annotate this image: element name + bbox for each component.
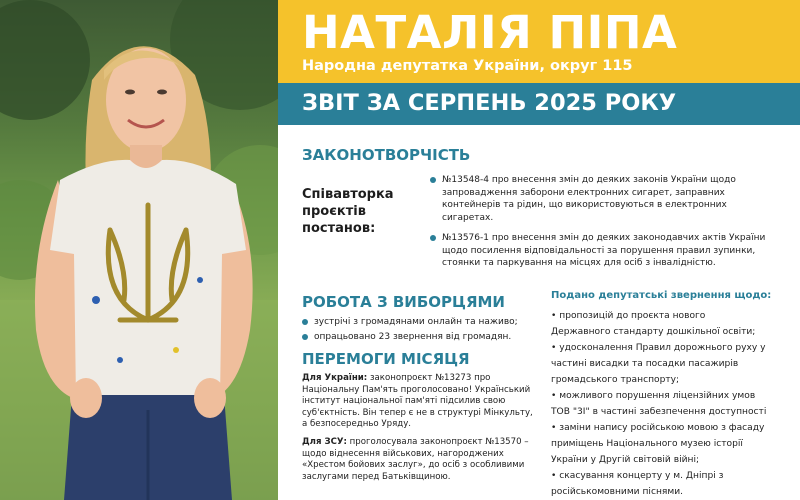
list-item-text: опрацьовано 23 звернення від громадян. xyxy=(314,331,512,342)
legislation-list xyxy=(430,174,780,278)
voters-title: РОБОТА З ВИБОРЦЯМИ xyxy=(302,293,505,311)
portrait-photo xyxy=(0,0,278,500)
appeals-line: громадського транспорту; xyxy=(551,375,680,385)
report-title-bar xyxy=(278,83,800,125)
list-item xyxy=(430,174,780,224)
appeals-line: • пропозицій до проєкта нового xyxy=(551,311,706,321)
coauthor-label: Співавторка проєктів постанов: xyxy=(302,187,394,236)
bullet-dot-icon xyxy=(302,334,308,340)
appeals-line: • можливого порушення ліцензійних умов xyxy=(551,391,756,401)
deputy-subtitle: Народна депутатка України, округ 115 xyxy=(302,58,633,74)
list-item-text: №13548-4 про внесення змін до деяких законів України щодо запровадження заборони електронних сигарет, заправних контейнерів та рідин, що використовуються в електронних сигаретах. xyxy=(442,175,736,223)
win-zsu-label: Для ЗСУ: xyxy=(302,437,347,447)
appeals-line: російськомовними піснями. xyxy=(551,487,684,497)
wins-title: ПЕРЕМОГИ МІСЯЦЯ xyxy=(302,350,470,368)
appeals-line: ТОВ "3І" в частині забезпечення доступності xyxy=(551,407,767,417)
win-zsu xyxy=(302,437,534,483)
deputy-name: НАТАЛІЯ ПІПА xyxy=(302,6,678,59)
header-banner xyxy=(278,0,800,83)
list-item xyxy=(302,331,542,344)
list-item-text: №13576-1 про внесення змін до деяких законодавчих актів України щодо посилення відповідальності за порушення правил зупинки, стоянки та паркування на місцях для осіб з інвалідністю. xyxy=(442,233,766,268)
portrait-illustration xyxy=(0,0,278,500)
appeals-line: частині висадки та посадки пасажирів xyxy=(551,359,739,369)
appeals-line: приміщень Національного музею історії xyxy=(551,439,743,449)
win-zsu-text: проголосувала законопроєкт №13570 – щодо віднесення військових, нагороджених «Хрестом бойових заслуг», до осіб з особливими заслугами перед Батьківщиною. xyxy=(302,437,529,482)
win-ukraine xyxy=(302,373,534,431)
appeals-line: Державного стандарту дошкільної освіти; xyxy=(551,327,756,337)
appeals-title: Подано депутатські звернення щодо: xyxy=(551,290,772,301)
legislation-title: ЗАКОНОТВОРЧІСТЬ xyxy=(302,146,471,164)
bullet-dot-icon xyxy=(430,235,436,241)
win-ukraine-text: законопроєкт №13273 про Національну Пам'ять проголосовано! Український інститут національної пам'яті підсилив свою суб'єктність. Він тепер є не в структурі Мінкульту, а безпосередньо Уряду. xyxy=(302,373,533,430)
bullet-dot-icon xyxy=(430,177,436,183)
list-item xyxy=(430,232,780,270)
appeals-line: • удосконалення Правил дорожнього руху у xyxy=(551,343,766,353)
appeals-list xyxy=(551,308,791,500)
win-ukraine-label: Для України: xyxy=(302,373,368,383)
appeals-line: • заміни напису російською мовою з фасаду xyxy=(551,423,765,433)
bullet-dot-icon xyxy=(302,319,308,325)
list-item xyxy=(302,316,542,329)
report-title: ЗВІТ ЗА СЕРПЕНЬ 2025 РОКУ xyxy=(302,90,677,116)
voters-list xyxy=(302,316,542,345)
appeals-line: • скасування концерту у м. Дніпрі з xyxy=(551,471,724,481)
list-item-text: зустрічі з громадянами онлайн та наживо; xyxy=(314,317,518,327)
appeals-line: України у Другій світовій війні; xyxy=(551,455,700,465)
